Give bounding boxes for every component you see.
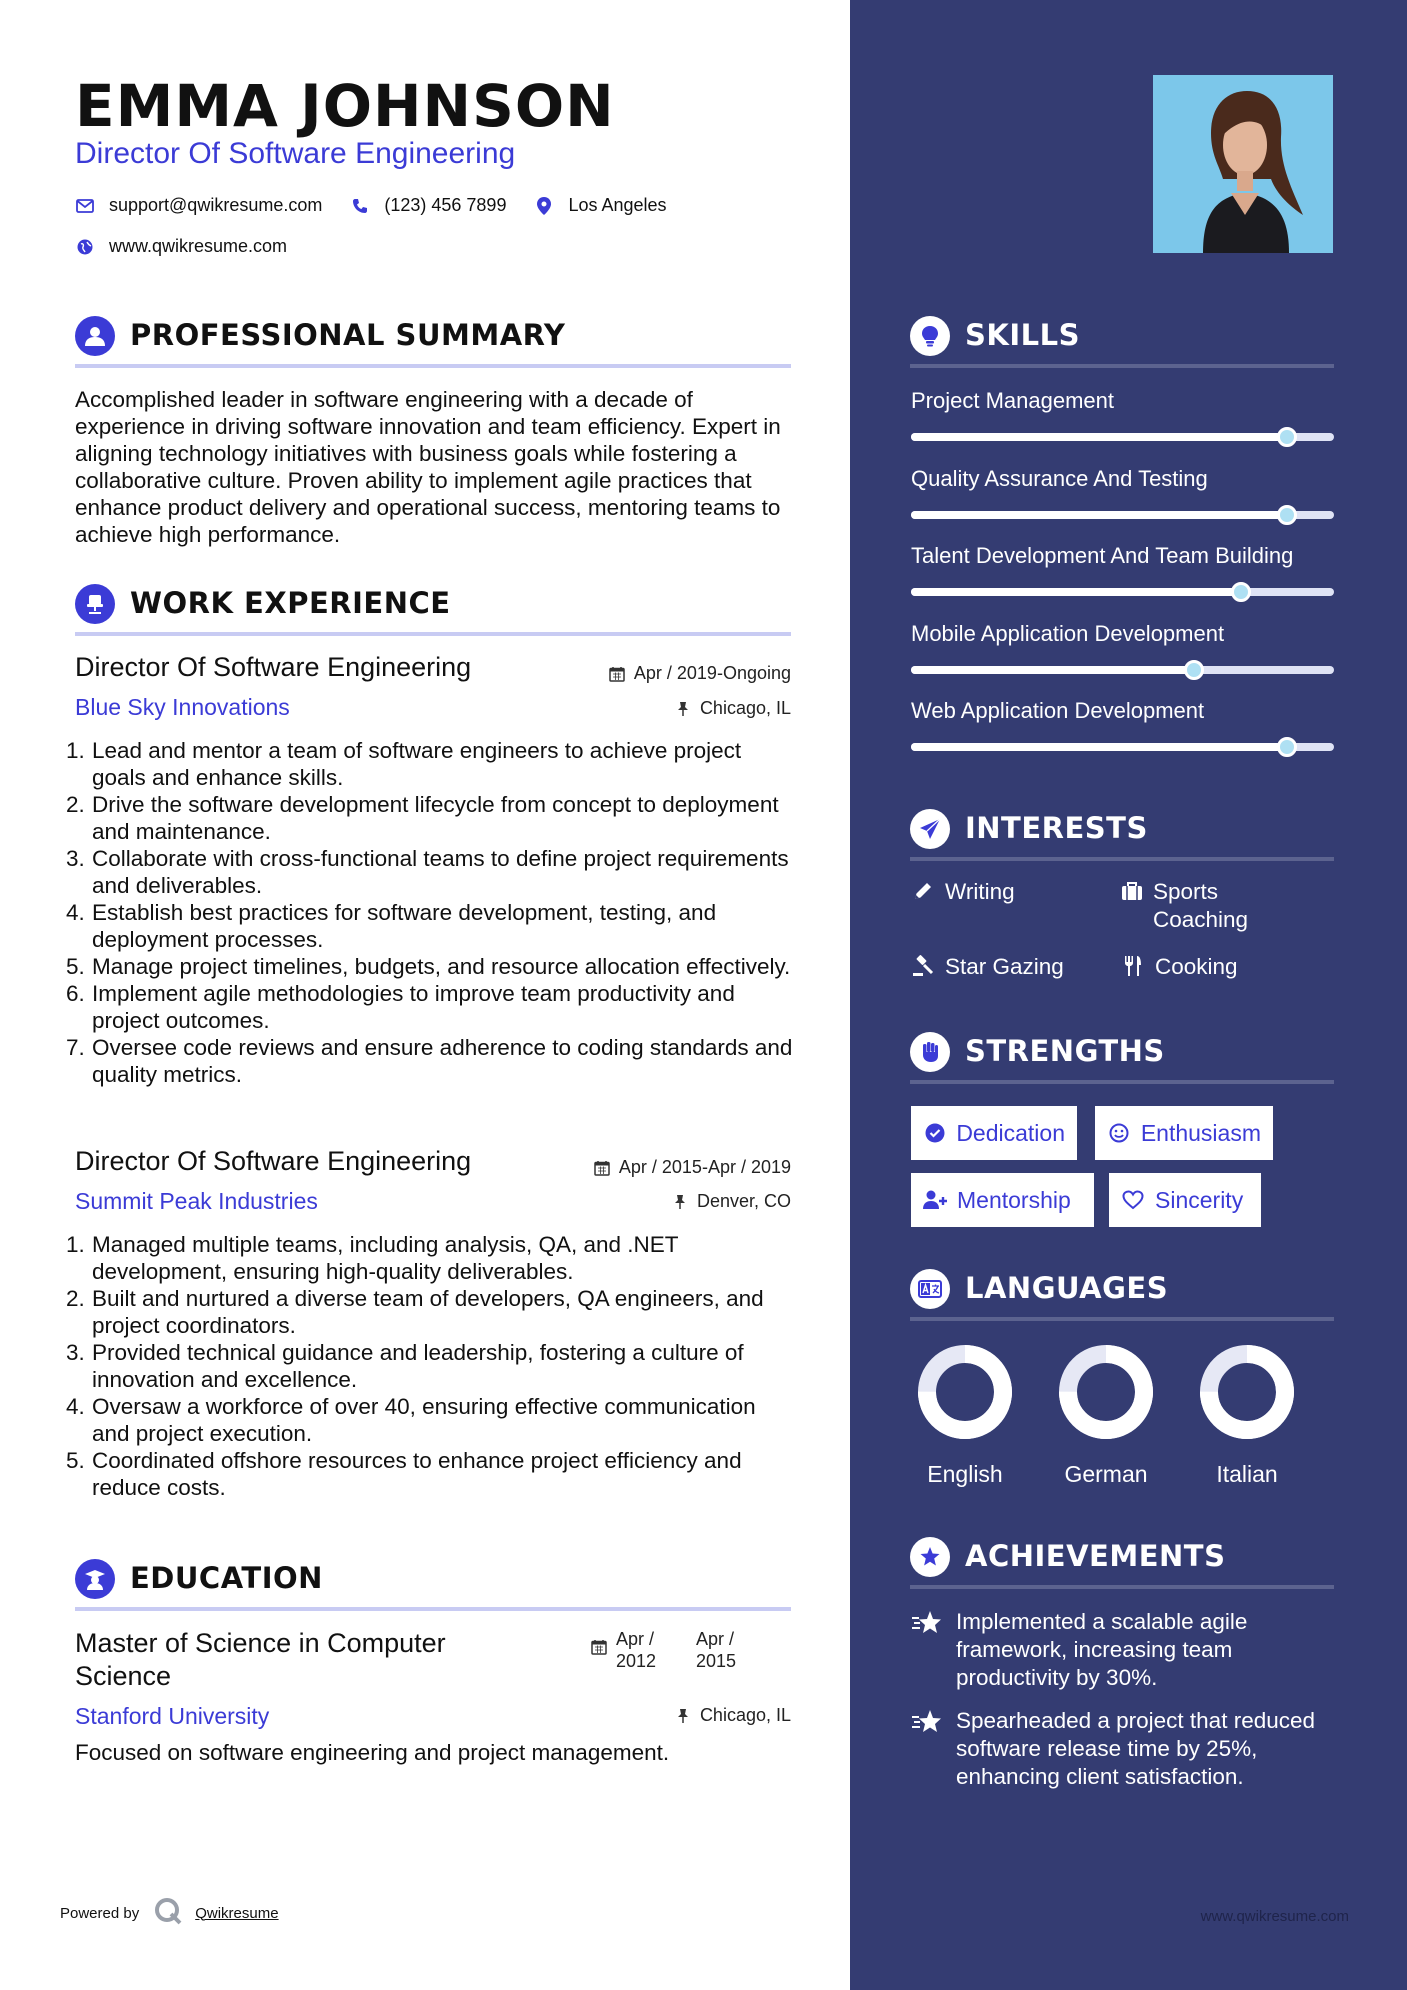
star-icon (910, 1707, 944, 1737)
skill-5-fill (911, 743, 1287, 751)
contact-email[interactable]: support@qwikresume.com (109, 195, 323, 215)
calendar-icon (590, 1638, 608, 1656)
language-label: English (927, 1461, 1003, 1487)
job-1-dates (608, 663, 791, 684)
skill-2-fill (911, 511, 1287, 519)
languages-heading: LANGUAGES (965, 1271, 1169, 1305)
language-english (905, 1342, 1025, 1488)
envelope-icon (75, 196, 95, 216)
candidate-name: EMMA JOHNSON (75, 72, 615, 140)
footer-url[interactable]: www.qwikresume.com (1200, 1908, 1349, 1925)
skill-3-bar (911, 588, 1334, 596)
education-school: Stanford University (75, 1703, 270, 1729)
list-item: 2. Built and nurtured a diverse team of developers, QA engineers, and project coordinators. (66, 1286, 764, 1338)
list-item: 5. Manage project timelines, budgets, and resource allocation effectively. (66, 954, 791, 979)
skill-2-label: Quality Assurance And Testing (911, 466, 1208, 491)
list-item: 4. Establish best practices for software development, testing, and deployment processes. (66, 900, 717, 952)
job-2-dates-text: Apr / 2015-Apr / 2019 (618, 1157, 791, 1177)
language-german (1046, 1342, 1166, 1488)
job-1-location-text: Chicago, IL (699, 698, 791, 718)
job-2-location (671, 1191, 791, 1212)
paper-plane-icon (910, 809, 950, 849)
interest-label: Star Gazing (945, 954, 1064, 979)
user-plus-icon (923, 1188, 947, 1212)
skill-1-label: Project Management (911, 388, 1114, 413)
education-location (674, 1705, 791, 1726)
experience-heading: WORK EXPERIENCE (130, 586, 451, 620)
heart-icon (1121, 1188, 1145, 1212)
interest-cooking (1121, 953, 1238, 981)
skill-3-knob (1231, 582, 1251, 602)
job-2-company: Summit Peak Industries (75, 1188, 318, 1214)
skill-5-label: Web Application Development (911, 698, 1205, 723)
skill-4-label: Mobile Application Development (911, 621, 1225, 646)
profile-photo (1153, 75, 1333, 253)
candidate-title: Director Of Software Engineering (75, 137, 516, 170)
interest-sports-coaching (1121, 878, 1281, 934)
language-ring (915, 1342, 1015, 1442)
job-1-dates-text: Apr / 2019-Ongoing (633, 663, 791, 683)
job-1-bullets (66, 737, 797, 1088)
job-1-location (674, 698, 791, 719)
globe-icon (75, 237, 95, 257)
strengths-heading: STRENGTHS (965, 1034, 1165, 1068)
education-end: Apr / 2015 (696, 1629, 737, 1671)
interest-label: Sports Coaching (1153, 879, 1249, 932)
language-ring (1197, 1342, 1297, 1442)
powered-by-label: Powered by (60, 1904, 140, 1922)
education-heading: EDUCATION (130, 1561, 323, 1595)
education-location-text: Chicago, IL (699, 1705, 791, 1725)
education-section-header (75, 1555, 791, 1611)
qwikresume-logo-icon (153, 1896, 183, 1930)
summary-heading: PROFESSIONAL SUMMARY (130, 318, 566, 352)
strength-enthusiasm: Enthusiasm (1095, 1106, 1273, 1160)
languages-section-header (910, 1265, 1334, 1321)
interest-label: Writing (945, 879, 1015, 904)
skill-4-fill (911, 666, 1194, 674)
list-item: 3. Provided technical guidance and leadership, fostering a culture of innovation and excellence. (66, 1340, 744, 1392)
interest-star-gazing (911, 953, 1064, 981)
language-label: German (1064, 1461, 1148, 1487)
skills-heading: SKILLS (965, 318, 1080, 352)
summary-section-header (75, 312, 791, 368)
achievements-heading: ACHIEVEMENTS (965, 1539, 1226, 1573)
contact-row-secondary (75, 236, 315, 257)
job-1-role: Director Of Software Engineering (75, 652, 472, 682)
star-icon (910, 1608, 944, 1638)
contact-location: Los Angeles (568, 195, 667, 215)
achievement-2 (910, 1707, 1330, 1791)
job-2-role: Director Of Software Engineering (75, 1146, 472, 1176)
interests-section-header (910, 805, 1334, 861)
fist-icon (910, 1032, 950, 1072)
skill-2-bar (911, 511, 1334, 519)
skill-1-bar (911, 433, 1334, 441)
job-1-company: Blue Sky Innovations (75, 694, 290, 720)
contact-website[interactable]: www.qwikresume.com (109, 236, 288, 256)
footer-brand-link[interactable]: Qwikresume (195, 1904, 279, 1922)
check-circle-icon (923, 1121, 946, 1145)
interest-writing (911, 878, 1015, 906)
office-chair-icon (75, 584, 115, 624)
interests-heading: INTERESTS (965, 811, 1148, 845)
skill-4-bar (911, 666, 1334, 674)
map-pin-icon (534, 196, 554, 216)
graduate-icon (75, 1559, 115, 1599)
job-2-dates (593, 1157, 791, 1178)
job-2-bullets (66, 1231, 797, 1501)
skill-3-fill (911, 588, 1241, 596)
education-note: Focused on software engineering and project management. (75, 1740, 670, 1765)
pushpin-icon (671, 1193, 689, 1211)
achievement-text: Implemented a scalable agile framework, increasing team productivity by 30%. (956, 1609, 1248, 1690)
strength-mentorship: Mentorship (911, 1173, 1094, 1227)
job-2-location-text: Denver, CO (696, 1191, 791, 1211)
list-item: 6. Implement agile methodologies to improve team productivity and project outcomes. (66, 981, 735, 1033)
list-item: 2. Drive the software development lifecycle from concept to deployment and maintenance. (66, 792, 779, 844)
lightbulb-icon (910, 316, 950, 356)
briefcase-icon (1121, 879, 1143, 903)
strengths-section-header (910, 1028, 1334, 1084)
education-start: Apr / 2012 (616, 1629, 657, 1671)
language-ring (1056, 1342, 1156, 1442)
list-item: 4. Oversaw a workforce of over 40, ensuring effective communication and project execution. (66, 1394, 756, 1446)
list-item: 7. Oversee code reviews and ensure adherence to coding standards and quality metrics. (66, 1035, 793, 1087)
interest-label: Cooking (1155, 954, 1238, 979)
user-icon (75, 316, 115, 356)
footer-powered-by (60, 1896, 279, 1930)
summary-text: Accomplished leader in software engineering with a decade of experience in driving software innovation and team efficiency. Expert in aligning technology initiatives with business goals while fostering a collaborative culture. Proven ability to implement agile practices that enhance product delivery and operational success, mentoring teams to achieve high performance. (75, 387, 781, 547)
contact-row-primary (75, 195, 695, 216)
list-item: 1. Managed multiple teams, including analysis, QA, and .NET development, ensuring high-quality deliverables. (66, 1232, 679, 1284)
language-italian (1187, 1342, 1307, 1488)
smile-icon (1107, 1121, 1131, 1145)
gavel-icon (911, 954, 935, 978)
star-badge-icon (910, 1537, 950, 1577)
list-item: 5. Coordinated offshore resources to enhance project efficiency and reduce costs. (66, 1448, 742, 1500)
utensils-icon (1121, 954, 1145, 978)
pushpin-icon (674, 1707, 692, 1725)
list-item: 3. Collaborate with cross-functional teams to define project requirements and deliverables. (66, 846, 789, 898)
skills-section-header (910, 312, 1334, 368)
strength-sincerity: Sincerity (1109, 1173, 1261, 1227)
skill-5-bar (911, 743, 1334, 751)
pushpin-icon (674, 700, 692, 718)
achievements-section-header (910, 1533, 1334, 1589)
calendar-icon (593, 1159, 611, 1177)
calendar-icon (608, 665, 626, 683)
contact-phone: (123) 456 7899 (384, 195, 507, 215)
list-item: 1. Lead and mentor a team of software engineers to achieve project goals and enhance skills. (66, 738, 742, 790)
language-label: Italian (1216, 1461, 1278, 1487)
education-degree: Master of Science in Computer Science (75, 1628, 446, 1691)
achievement-1 (910, 1608, 1330, 1692)
skill-1-fill (911, 433, 1287, 441)
experience-section-header (75, 580, 791, 636)
education-dates (590, 1628, 746, 1672)
language-icon (910, 1269, 950, 1309)
achievement-text: Spearheaded a project that reduced software release time by 25%, enhancing client satisfaction. (956, 1708, 1316, 1789)
phone-icon (350, 196, 370, 216)
pencil-icon (911, 879, 935, 903)
skill-3-label: Talent Development And Team Building (911, 543, 1294, 568)
strength-dedication: Dedication (911, 1106, 1077, 1160)
